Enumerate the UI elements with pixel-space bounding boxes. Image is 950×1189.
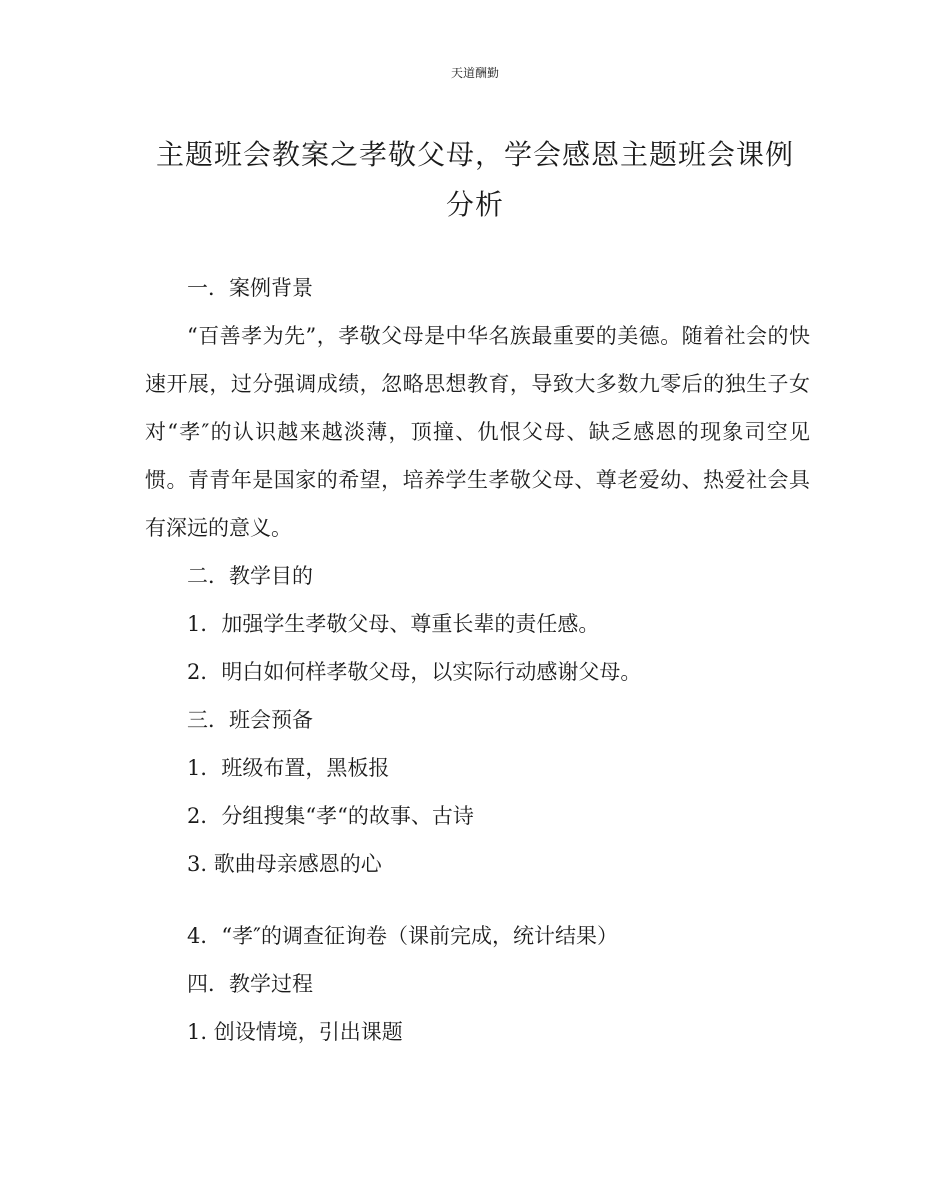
document-body [145,264,810,1056]
objective-item-1: 1．加强学生孝敬父母、尊重长辈的责任感。 [187,612,600,636]
section-heading-preparation: 三．班会预备 [187,708,313,732]
process-item-1: 1. 创设情境，引出课题 [187,1020,403,1044]
preparation-item-4: 4．“孝″的调查征询卷（课前完成，统计结果） [187,924,618,948]
objective-item-2: 2．明白如何样孝敬父母，以实际行动感谢父母。 [187,660,642,684]
section-heading-objectives: 二．教学目的 [187,564,313,588]
section-heading-process: 四．教学过程 [187,972,313,996]
background-paragraph: “百善孝为先”，孝敬父母是中华名族最重要的美德。随着社会的快速开展，过分强调成绩，忽略思想教育，导致大多数九零后的独生子女对“孝″的认识越来越淡薄，顶撞、仇恨父母、缺乏感恩的现象司空见惯。青青年是国家的希望，培养学生孝敬父母、尊老爱幼、热爱社会具有深远的意义。 [145,324,810,540]
page-header: 天道酬勤 [450,66,499,80]
section-heading-background: 一．案例背景 [187,276,313,300]
preparation-item-2: 2．分组搜集“孝“的故事、古诗 [187,804,474,828]
preparation-item-1: 1．班级布置，黑板报 [187,756,390,780]
document-title: 主题班会教案之孝敬父母，学会感恩主题班会课例分析 [155,138,794,221]
preparation-item-3: 3. 歌曲母亲感恩的心 [187,852,382,876]
spacer [145,888,810,912]
